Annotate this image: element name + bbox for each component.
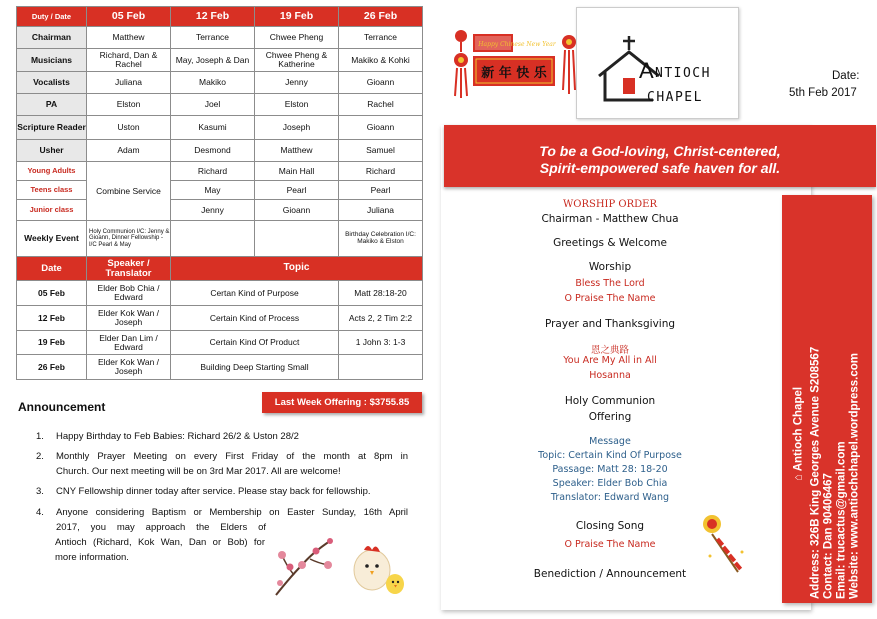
class-label: Junior class — [17, 200, 87, 221]
contact-phone: Contact: Dan 90406467 — [822, 473, 835, 599]
roster-row — [17, 49, 423, 72]
logo-letter: A — [639, 58, 654, 83]
sermon-topic: Certan Kind of Purpose — [171, 281, 339, 306]
logo-bottom-word: CHAPEL — [647, 90, 703, 105]
last-week-offering-badge: Last Week Offering : $3755.85 — [262, 392, 422, 413]
item-text — [56, 484, 411, 499]
duty-cell: Chwee Pheng & Katherine — [255, 49, 339, 72]
duty-cell: Uston — [87, 116, 171, 140]
song-title: Bless The Lord — [575, 278, 645, 289]
date-header: 19 Feb — [255, 7, 339, 27]
worship-item: Benediction / Announcement — [533, 568, 687, 580]
cny-greeting-text: 新 年 快 乐 — [481, 66, 547, 81]
item-number: 1. — [36, 431, 44, 442]
duty-cell: May — [171, 181, 255, 200]
sermon-topic: Certain Kind Of Product — [171, 331, 339, 355]
duty-cell: Gioann — [255, 200, 339, 221]
roster-row — [17, 94, 423, 116]
roster-class-row — [17, 200, 423, 221]
church-name — [793, 199, 806, 599]
duty-cell: Kasumi — [171, 116, 255, 140]
cny-sign-text: Happy Chinese New Year — [478, 41, 556, 48]
duty-cell: Samuel — [339, 140, 423, 162]
combine-service-cell: Combine Service — [87, 162, 171, 221]
role-label: Musicians — [17, 49, 87, 72]
roster-row — [17, 116, 423, 140]
firecracker-decoration — [698, 512, 756, 582]
message-translator: Translator: Edward Wang — [550, 492, 670, 503]
message-passage: Passage: Matt 28: 18-20 — [552, 464, 668, 475]
sermon-row — [17, 355, 423, 380]
item-text — [56, 449, 408, 479]
sermon-topic: Certain Kind of Process — [171, 306, 339, 331]
item-line: Antioch (Richard, Kok Wan, Dan or Bob) for — [55, 537, 265, 548]
item-number: 3. — [36, 486, 44, 497]
role-label: PA — [17, 94, 87, 116]
item-line: 2017, you may approach the Elders of — [56, 522, 266, 533]
church-name-text: Antioch Chapel — [792, 386, 805, 472]
duty-cell: Juliana — [339, 200, 423, 221]
duty-cell: Desmond — [171, 140, 255, 162]
role-label: Vocalists — [17, 72, 87, 94]
sermon-date: 05 Feb — [17, 281, 87, 306]
contact-address: Address: 326B King Georges Avenue S208567 — [809, 346, 822, 599]
duty-cell: Matthew — [255, 140, 339, 162]
duty-cell: Richard — [171, 162, 255, 181]
item-line: Anyone considering Baptism or Membership on Easter Sunday, 16th April — [56, 507, 408, 518]
sermon-header-row — [17, 257, 423, 281]
duty-cell: Joel — [171, 94, 255, 116]
home-icon: ⌂ — [792, 471, 805, 481]
duty-cell: Gioann — [339, 72, 423, 94]
weekly-event-feb05: Holy Communion I/C: Jenny & Gioann, Dinner Fellowship -I/C Pearl & May — [87, 221, 171, 257]
sermon-speaker: Elder Kok Wan / Joseph — [87, 355, 171, 380]
sermon-reference — [339, 355, 423, 380]
message-topic: Topic: Certain Kind Of Purpose — [538, 450, 682, 461]
item-number: 4. — [36, 507, 44, 518]
class-label: Teens class — [17, 181, 87, 200]
weekly-event-feb26: Birthday Celebration I/C: Makiko & Elston — [339, 221, 423, 257]
duty-cell: Richard — [339, 162, 423, 181]
duty-cell: Adam — [87, 140, 171, 162]
logo-top-word: NTIOCH — [655, 66, 711, 81]
plum-blossom-illustration — [272, 535, 338, 599]
duty-cell: Joseph — [255, 116, 339, 140]
date-header: 12 Feb — [171, 7, 255, 27]
roster-header-row — [17, 7, 423, 27]
duty-cell: Jenny — [255, 72, 339, 94]
mission-line: To be a God-loving, Christ-centered, — [539, 143, 781, 159]
duty-cell: Pearl — [339, 181, 423, 200]
duty-cell: Terrance — [171, 27, 255, 49]
sermon-date: 26 Feb — [17, 355, 87, 380]
roster-row — [17, 27, 423, 49]
duty-cell: Elston — [87, 94, 171, 116]
weekly-event-row — [17, 221, 423, 257]
chinese-new-year-decoration — [445, 26, 581, 106]
song-title: Hosanna — [589, 370, 631, 381]
duty-cell: Makiko — [171, 72, 255, 94]
church-icon — [577, 8, 740, 120]
item-text — [56, 429, 411, 444]
duty-roster-table — [16, 6, 423, 380]
topic-header: Topic — [171, 257, 423, 281]
duty-cell: Terrance — [339, 27, 423, 49]
empty-cell — [255, 221, 339, 257]
duty-cell: Makiko & Kohki — [339, 49, 423, 72]
sermon-row — [17, 331, 423, 355]
roster-row — [17, 72, 423, 94]
worship-item: Offering — [588, 411, 632, 423]
worship-item: Worship — [588, 261, 632, 273]
song-title: O Praise The Name — [564, 293, 656, 304]
roster-class-row — [17, 181, 423, 200]
item-line: Monthly Prayer Meeting on every First Friday of the month at 8pm in — [56, 451, 408, 462]
class-label: Young Adults — [17, 162, 87, 181]
date-header: 26 Feb — [339, 7, 423, 27]
worship-item: Holy Communion — [564, 395, 656, 407]
roster-class-row — [17, 162, 423, 181]
duty-cell: Elston — [255, 94, 339, 116]
duty-cell: Chwee Pheng — [255, 27, 339, 49]
duty-cell: Richard, Dan & Rachel — [87, 49, 171, 72]
sermon-speaker: Elder Dan Lim / Edward — [87, 331, 171, 355]
song-title: O Praise The Name — [564, 539, 656, 550]
date-value: 5th Feb 2017 — [789, 87, 857, 99]
worship-item: Greetings & Welcome — [553, 237, 667, 249]
item-line: Church. Our next meeting will be on 3rd Mar 2017. All are welcome! — [56, 466, 341, 477]
duty-cell: Pearl — [255, 181, 339, 200]
role-label: Chairman — [17, 27, 87, 49]
duty-date-header: Duty / Date — [17, 7, 87, 27]
date-header: 05 Feb — [87, 7, 171, 27]
role-label: Usher — [17, 140, 87, 162]
worship-chairman: Chairman - Matthew Chua — [541, 213, 679, 225]
sermon-date: 19 Feb — [17, 331, 87, 355]
worship-item: Prayer and Thanksgiving — [544, 318, 676, 330]
sermon-reference: 1 John 3: 1-3 — [339, 331, 423, 355]
duty-cell: Matthew — [87, 27, 171, 49]
duty-cell: Jenny — [171, 200, 255, 221]
duty-cell: Rachel — [339, 94, 423, 116]
contact-strip — [782, 195, 872, 603]
sermon-speaker: Elder Bob Chia / Edward — [87, 281, 171, 306]
contact-website[interactable]: Website: www.antiochchapel.wordpress.com — [848, 352, 861, 599]
sermon-date-header: Date — [17, 257, 87, 281]
song-title-chinese: 恩之典路 — [590, 345, 629, 356]
sermon-reference: Acts 2, 2 Tim 2:2 — [339, 306, 423, 331]
message-speaker: Speaker: Elder Bob Chia — [552, 478, 668, 489]
contact-info — [793, 199, 862, 599]
duty-cell: May, Joseph & Dan — [171, 49, 255, 72]
sermon-date: 12 Feb — [17, 306, 87, 331]
roster-row — [17, 140, 423, 162]
speaker-header: Speaker / Translator — [87, 257, 171, 281]
duty-cell: Gioann — [339, 116, 423, 140]
message-heading: Message — [589, 436, 631, 447]
weekly-event-label: Weekly Event — [17, 221, 87, 257]
date-label: Date: — [832, 70, 860, 82]
item-line: Happy Birthday to Feb Babies: Richard 26/2 & Uston 28/2 — [56, 431, 299, 442]
item-line: more information. — [55, 552, 129, 563]
item-number: 2. — [36, 451, 44, 462]
item-line: CNY Fellowship dinner today after service. Please stay back for fellowship. — [56, 486, 371, 497]
rooster-illustration — [350, 540, 410, 598]
church-logo — [576, 7, 739, 119]
item-text — [56, 505, 408, 535]
sermon-speaker: Elder Kok Wan / Joseph — [87, 306, 171, 331]
contact-email[interactable]: Email: trucactus@gmail.com — [835, 441, 848, 599]
duty-cell: Juliana — [87, 72, 171, 94]
duty-cell: Main Hall — [255, 162, 339, 181]
song-title: You Are My All in All — [563, 355, 657, 366]
announcement-title: Announcement — [18, 400, 106, 414]
worship-item: Closing Song — [575, 520, 645, 532]
empty-cell — [171, 221, 255, 257]
item-text — [55, 535, 265, 565]
sermon-topic: Building Deep Starting Small — [171, 355, 339, 380]
sermon-reference: Matt 28:18-20 — [339, 281, 423, 306]
role-label: Scripture Reader — [17, 116, 87, 140]
mission-line: Spirit-empowered safe haven for all. — [539, 160, 781, 176]
mission-banner — [444, 125, 876, 187]
sermon-row — [17, 281, 423, 306]
sermon-row — [17, 306, 423, 331]
worship-order-title: WORSHIP ORDER — [562, 199, 657, 210]
